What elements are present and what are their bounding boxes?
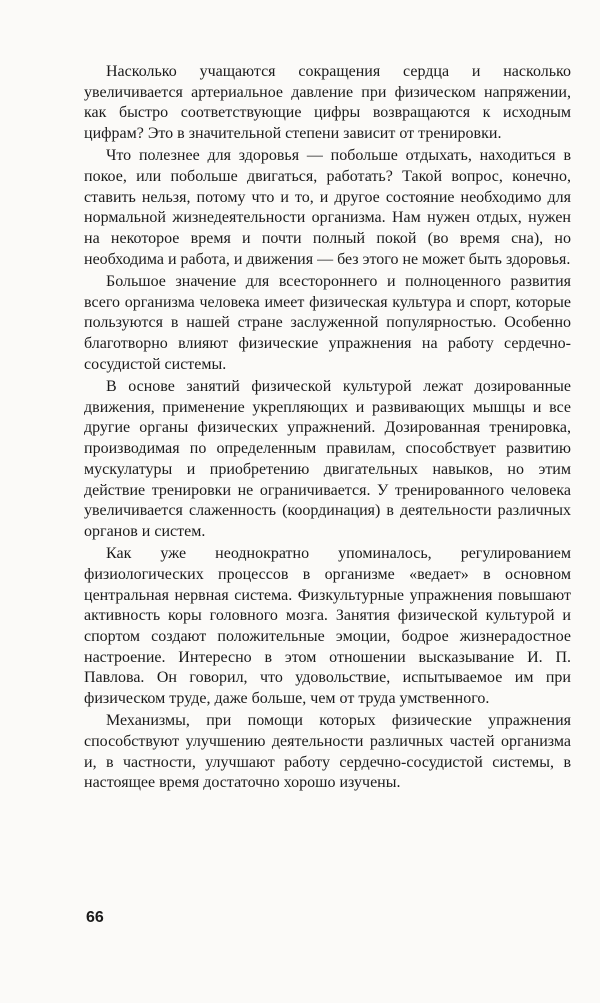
main-text [84, 62, 571, 796]
paragraph-5: Как уже неоднократно упоминалось, регулированием физиологических процессов в организме «ведает» в основном центральная нервная система. Физкультурные упражнения повышают активность коры головного мозга. Занятия физической культурой и спортом создают положительные эмоции, бодрое жизнерадостное настроение. Интересно в этом отношении высказывание И. П. Павлова. Он говорил, что удовольствие, испытываемое им при физическом труде, даже больше, чем от труда умственного. [84, 545, 571, 708]
paragraph-1: Насколько учащаются сокращения сердца и насколько увеличивается артериальное давление при физическом напряжении, как быстро соответствующие цифры возвращаются к исходным цифрам? Это в значительной степени зависит от тренировки. [84, 63, 571, 143]
paragraph-3: Большое значение для всестороннего и полноценного развития всего организма человека имеет физическая культура и спорт, которые пользуются в нашей стране заслуженной популярностью. Особенно благотворно влияют физические упражнения на работу сердечно-сосудистой системы. [84, 273, 571, 373]
page-number: 66 [86, 909, 104, 926]
paragraph-4: В основе занятий физической культурой лежат дозированные движения, применение укрепляющих и развивающих мышцы и все другие органы физических упражнений. Дозированная тренировка, производимая по определенным правилам, способствует развитию мускулатуры и приобретению двигательных навыков, но этим действие тренировки не ограничивается. У тренированного человека увеличивается слаженность (координация) в деятельности различных органов и систем. [84, 378, 571, 540]
paragraph-2: Что полезнее для здоровья — побольше отдыхать, находиться в покое, или побольше двигаться, работать? Такой вопрос, конечно, ставить нельзя, потому что и то, и другое состояние необходимо для нормальной жизнедеятельности организма. Нам нужен отдых, нужен на некоторое время и почти полный покой (во время сна), но необходима и работа, и движения — без этого не может быть здоровья. [84, 147, 571, 268]
paragraph-6: Механизмы, при помощи которых физические упражнения способствуют улучшению деятельности различных частей организма и, в частности, улучшают работу сердечно-сосудистой системы, в настоящее время достаточно хорошо изучены. [84, 712, 571, 792]
